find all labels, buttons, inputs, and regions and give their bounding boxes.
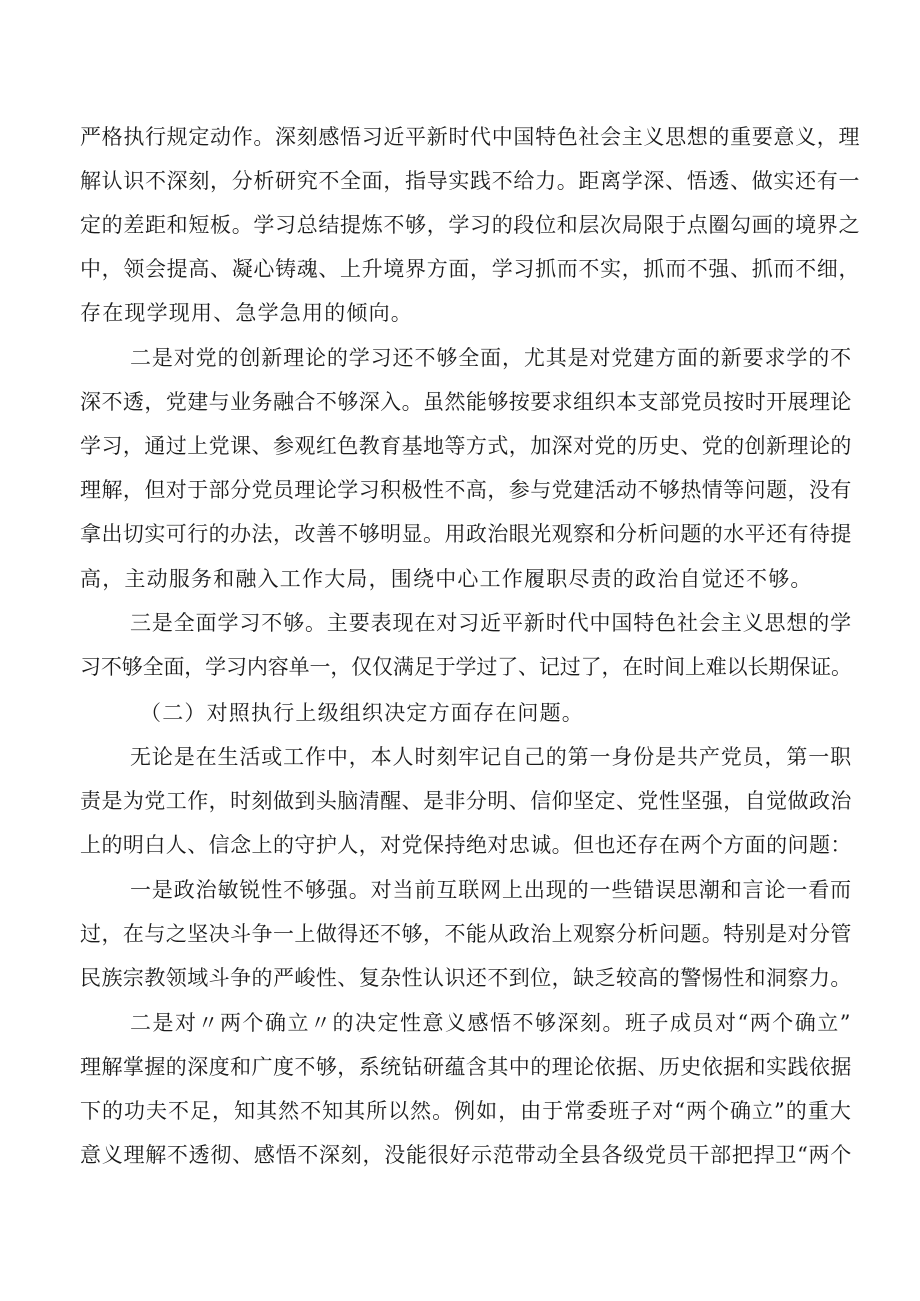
text-line: 过，在与之坚决斗争一上做得还不够，不能从政治上观察分析问题。特别是对分管 xyxy=(80,922,852,946)
text-line: 习不够全面，学习内容单一，仅仅满足于学过了、记过了，在时间上难以长期保证。 xyxy=(80,655,852,679)
text-line: 理解，但对于部分党员理论学习积极性不高，参与党建活动不够热情等问题，没有 xyxy=(80,478,852,502)
text-line: 定的差距和短板。学习总结提炼不够，学习的段位和层次局限于点圈勾画的境界之 xyxy=(80,213,861,237)
text-line: 拿出切实可行的办法，改善不够明显。用政治眼光观察和分析问题的水平还有待提 xyxy=(80,522,852,546)
text-line: 存在现学现用、急学急用的倾向。 xyxy=(80,301,413,325)
text-line: 中，领会提高、凝心铸魂、上升境界方面，学习抓而不实，抓而不强、抓而不细， xyxy=(80,257,861,281)
text-line: 解认识不深刻，分析研究不全面，指导实践不给力。距离学深、悟透、做实还有一 xyxy=(80,169,861,193)
text-line: 下的功夫不足，知其然不知其所以然。例如，由于常委班子对“两个确立”的重大 xyxy=(80,1099,852,1123)
text-line: 一是政治敏锐性不够强。对当前互联网上出现的一些错误思潮和言论一看而 xyxy=(130,878,853,902)
text-line: 二是对党的创新理论的学习还不够全面，尤其是对党建方面的新要求学的不 xyxy=(130,346,853,370)
text-line: 理解掌握的深度和广度不够，系统钻研蕴含其中的理论依据、历史依据和实践依据 xyxy=(80,1055,852,1079)
text-line: 三是全面学习不够。主要表现在对习近平新时代中国特色社会主义思想的学 xyxy=(130,611,853,635)
text-line: 二是对〃两个确立〃的决定性意义感悟不够深刻。班子成员对“两个确立” xyxy=(130,1011,852,1035)
text-line: 严格执行规定动作。深刻感悟习近平新时代中国特色社会主义思想的重要意义，理 xyxy=(80,125,861,149)
text-line: 意义理解不透彻、感悟不深刻，没能很好示范带动全县各级党员干部把捍卫“两个 xyxy=(80,1143,853,1167)
text-line: 高，主动服务和融入工作大局，围绕中心工作履职尽责的政治自觉还不够。 xyxy=(80,567,813,591)
text-line: 学习，通过上党课、参观红色教育基地等方式，加深对党的历史、党的创新理论的 xyxy=(80,434,852,458)
text-line: 责是为党工作，时刻做到头脑清醒、是非分明、信仰坚定、党性坚强，自觉做政治 xyxy=(80,789,852,813)
text-line: 无论是在生活或工作中，本人时刻牢记自己的第一身份是共产党员，第一职 xyxy=(130,745,853,769)
text-line: 深不透，党建与业务融合不够深入。虽然能够按要求组织本支部党员按时开展理论 xyxy=(80,390,852,414)
text-line: 民族宗教领域斗争的严峻性、复杂性认识还不到位，缺乏较高的警惕性和洞察力。 xyxy=(80,966,852,990)
section-heading: （二）对照执行上级组织决定方面存在问题。 xyxy=(140,701,584,725)
text-line: 上的明白人、信念上的守护人，对党保持绝对忠诚。但也还存在两个方面的问题： xyxy=(80,833,852,857)
